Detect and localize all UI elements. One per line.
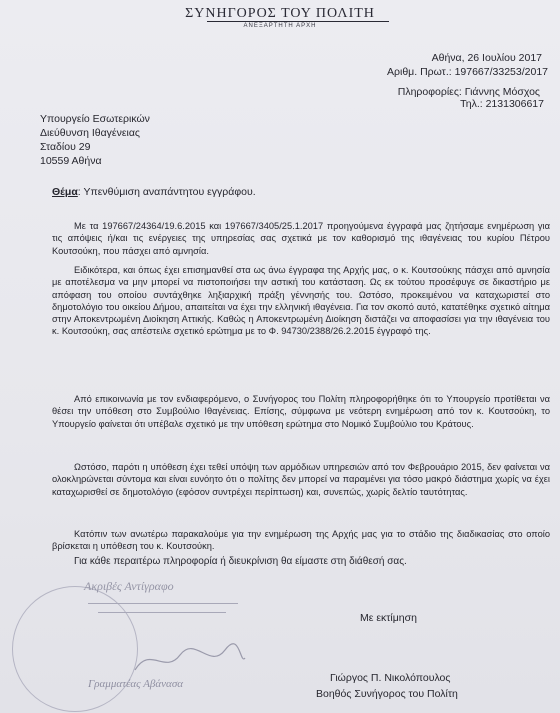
info-contact: Πληροφορίες: Γιάννης Μόσχος [397, 86, 540, 98]
body-paragraph: Ειδικότερα, και όπως έχει επισημανθεί στα ως άνω έγγραφα της Αρχής μας, ο κ. Κουτσούκης πάσχει από αμνησία με αποτέλεσμα να μην μπορεί να πιστοποιήσει την αστική του κατάσταση. Ως εκ τούτου προσέφυγε σε δικαστήριο με απόφαση του οποίου συντάχθηκε ληξιαρχική πράξη γέννησής του. Ωστόσο, προκειμένου να καταχωριστεί στο δημοτολόγιο του οικείου Δήμου, απαιτείται να έχει την ελληνική ιθαγένεια. Για τον σκοπό αυτό, κατατέθηκε σχετικό αίτημα στην Αποκεντρωμένη Διοίκηση Αττικής. Καθώς η Αποκεντρωμένη Διοίκηση διστάζει να αποφασίσει για την ιθαγένεια του κ. Κουτσούκη, σας απέστειλε σχετικό ερώτημα με το Φ. 94730/2388/26.2.2015 έγγραφό της. [52, 265, 550, 337]
recipient-line: Σταδίου 29 [40, 141, 91, 153]
recipient-line: Διεύθυνση Ιθαγένειας [40, 127, 140, 139]
header-rule [207, 21, 389, 22]
letter-date: Αθήνα, 26 Ιουλίου 2017 [431, 52, 542, 64]
recipient-line: Υπουργείο Εσωτερικών [40, 113, 150, 125]
subject-text: : Υπενθύμιση αναπάντητου εγγράφου. [77, 186, 256, 198]
body-paragraph: Για κάθε περαιτέρω πληροφορία ή διευκρίνιση θα είμαστε στη διάθεσή σας. [74, 556, 407, 567]
recipient-address [40, 112, 150, 168]
stamp-rule [88, 603, 238, 604]
body-paragraph: Ωστόσο, παρότι η υπόθεση έχει τεθεί υπόψη των αρμόδιων υπηρεσιών από τον Φεβρουάριο 2015, δεν φαίνεται να ολοκληρώνεται σύντομα και είναι ευνόητο ότι ο πολίτης δεν μπορεί να παραμένει για τόσο μακρό διάστημα χωρίς να έχει καταχωρισθεί σε δημοτολόγιο (εφόσον συντρέχει περίπτωση) και, συνεπώς, χωρίς δελτίο ταυτότητας. [52, 462, 550, 497]
true-copy-stamp: Ακριβές Αντίγραφο [84, 579, 174, 593]
subject-label: Θέμα [52, 186, 78, 198]
stamp-rule [98, 612, 226, 613]
signatory-role: Βοηθός Συνήγορος του Πολίτη [316, 688, 458, 700]
body-paragraph: Κατόπιν των ανωτέρω παρακαλούμε για την ενημέρωση της Αρχής μας για το στάδιο της διαδικασίας στο οποίο βρίσκεται η υπόθεση του κ. Κουτσούκη. [52, 529, 550, 552]
body-paragraph: Από επικοινωνία με τον ενδιαφερόμενο, ο Συνήγορος του Πολίτη πληροφορήθηκε ότι το Υπουργείο προτίθεται να θέσει την υπόθεση στο Συμβούλιο Ιθαγένειας. Επίσης, σύμφωνα με νεότερη ενημέρωση από τον κ. Κουτσούκη, το Υπουργείο φαίνεται ότι υπέβαλε σχετικό με την υπόθεση ερώτημα στο Νομικό Συμβούλιο του Κράτους. [52, 394, 550, 429]
body-paragraph: Με τα 197667/24364/19.6.2015 και 197667/3405/25.1.2017 προηγούμενα έγγραφά μας ζητήσαμε ενημέρωση για τις απόψεις ή/και τις ενέργειες της υπηρεσίας σας σχετικά με τον καθορισμό της ιθαγένειας του κυρίου Πέτρου Κουτσούκη, που πάσχει από αμνησία. [52, 221, 550, 256]
org-name: ΣΥΝΗΓΟΡΟΣ ΤΟΥ ΠΟΛΙΤΗ [185, 6, 375, 21]
protocol-number: Αριθμ. Πρωτ.: 197667/33253/2017 [387, 66, 548, 78]
official-seal [12, 586, 138, 712]
subject-line [52, 186, 256, 198]
contact-phone: Τηλ.: 2131306617 [460, 98, 544, 110]
recipient-line: 10559 Αθήνα [40, 155, 102, 167]
closing-salutation: Με εκτίμηση [360, 612, 417, 624]
clerk-stamp: Γραμματέας Αβάνασα [88, 678, 184, 690]
org-subtitle: ΑΝΕΞΑΡΤΗΤΗ ΑΡΧΗ [243, 23, 317, 29]
signatory-name: Γιώργος Π. Νικολόπουλος [330, 672, 451, 684]
handwritten-signature [130, 640, 250, 680]
